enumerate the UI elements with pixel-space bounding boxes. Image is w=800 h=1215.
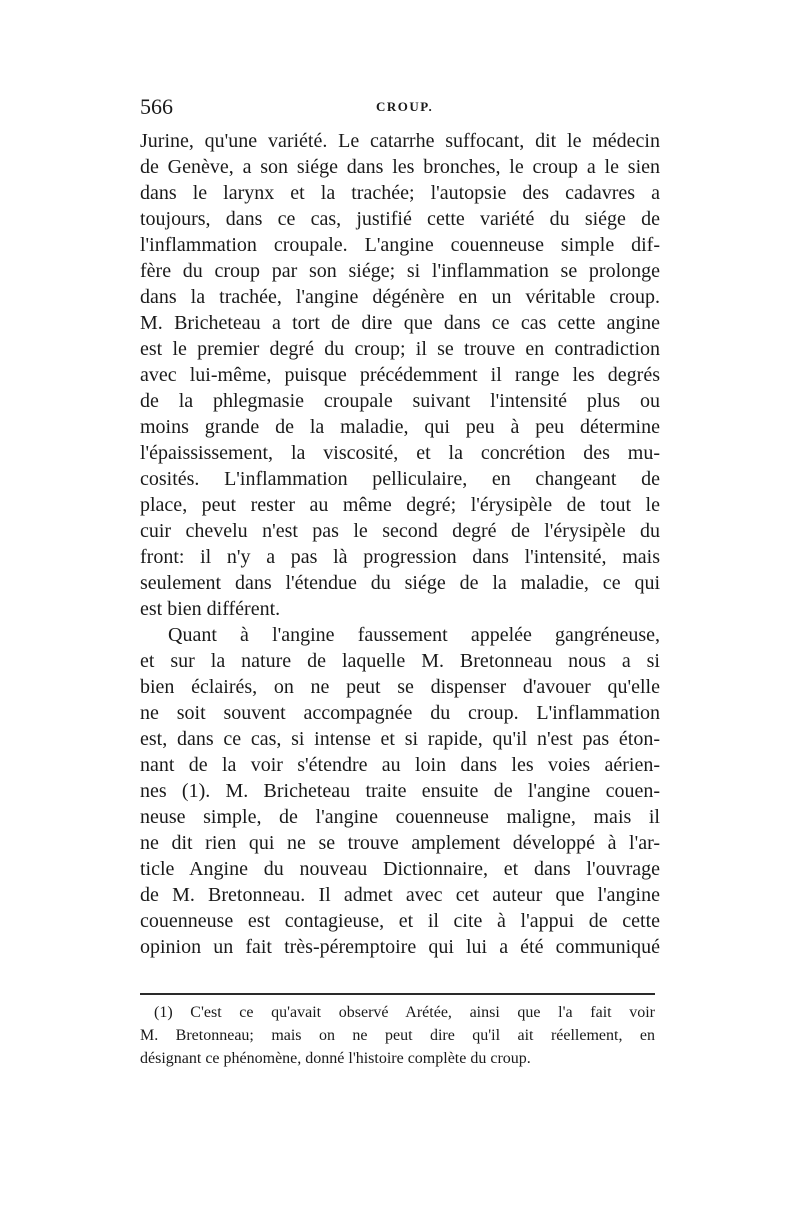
text-line: bien éclairés, on ne peut se dispenser d'avouer qu'elle xyxy=(140,676,660,698)
text-line: opinion un fait très-péremptoire qui lui a été communiqué xyxy=(140,936,660,958)
body-text xyxy=(140,128,660,960)
footnote-line: (1) C'est ce qu'avait observé Arétée, ainsi que l'a fait voir xyxy=(154,1004,655,1021)
text-line: dans le larynx et la trachée; l'autopsie des cadavres a xyxy=(140,182,660,204)
text-line: ne dit rien qui ne se trouve amplement développé à l'ar- xyxy=(140,832,660,854)
page-number: 566 xyxy=(140,94,173,119)
text-line: nant de la voir s'étendre au loin dans les voies aérien- xyxy=(140,754,660,776)
text-line: avec lui-même, puisque précédemment il range les degrés xyxy=(140,364,660,386)
text-line: cosités. L'inflammation pelliculaire, en changeant de xyxy=(140,468,660,490)
footnote xyxy=(140,1001,655,1070)
paragraph-start-line: Quant à l'angine faussement appelée gangréneuse, xyxy=(168,624,660,646)
text-line: nes (1). M. Bricheteau traite ensuite de l'angine couen- xyxy=(140,780,660,802)
page-header xyxy=(140,94,655,124)
text-line: l'inflammation croupale. L'angine couenneuse simple dif- xyxy=(140,234,660,256)
text-line: ticle Angine du nouveau Dictionnaire, et dans l'ouvrage xyxy=(140,858,660,880)
footnote-line: M. Bretonneau; mais on ne peut dire qu'il ait réellement, en xyxy=(140,1027,655,1044)
text-line: moins grande de la maladie, qui peu à peu détermine xyxy=(140,416,660,438)
text-line: est le premier degré du croup; il se trouve en contradiction xyxy=(140,338,660,360)
text-line: est bien différent. xyxy=(140,598,281,620)
text-line: front: il n'y a pas là progression dans l'intensité, mais xyxy=(140,546,660,568)
text-line: Jurine, qu'une variété. Le catarrhe suffocant, dit le médecin xyxy=(140,130,660,152)
footnote-line: désignant ce phénomène, donné l'histoire complète du croup. xyxy=(140,1050,531,1067)
text-line: et sur la nature de laquelle M. Bretonneau nous a si xyxy=(140,650,660,672)
text-line: l'épaississement, la viscosité, et la concrétion des mu- xyxy=(140,442,660,464)
footnote-divider xyxy=(140,993,655,995)
text-line: de M. Bretonneau. Il admet avec cet auteur que l'angine xyxy=(140,884,660,906)
running-head: CROUP. xyxy=(376,99,434,114)
text-line: M. Bricheteau a tort de dire que dans ce cas cette angine xyxy=(140,312,660,334)
text-line: de Genève, a son siége dans les bronches, le croup a le sien xyxy=(140,156,660,178)
text-line: seulement dans l'étendue du siége de la maladie, ce qui xyxy=(140,572,660,594)
text-line: ne soit souvent accompagnée du croup. L'inflammation xyxy=(140,702,660,724)
text-line: fère du croup par son siége; si l'inflammation se prolonge xyxy=(140,260,660,282)
text-line: neuse simple, de l'angine couenneuse maligne, mais il xyxy=(140,806,660,828)
text-line: de la phlegmasie croupale suivant l'intensité plus ou xyxy=(140,390,660,412)
text-line: dans la trachée, l'angine dégénère en un véritable croup. xyxy=(140,286,660,308)
text-line: cuir chevelu n'est pas le second degré de l'érysipèle du xyxy=(140,520,660,542)
text-line: toujours, dans ce cas, justifié cette variété du siége de xyxy=(140,208,660,230)
text-line: place, peut rester au même degré; l'érysipèle de tout le xyxy=(140,494,660,516)
text-line: est, dans ce cas, si intense et si rapide, qu'il n'est pas éton- xyxy=(140,728,660,750)
text-line: couenneuse est contagieuse, et il cite à l'appui de cette xyxy=(140,910,660,932)
